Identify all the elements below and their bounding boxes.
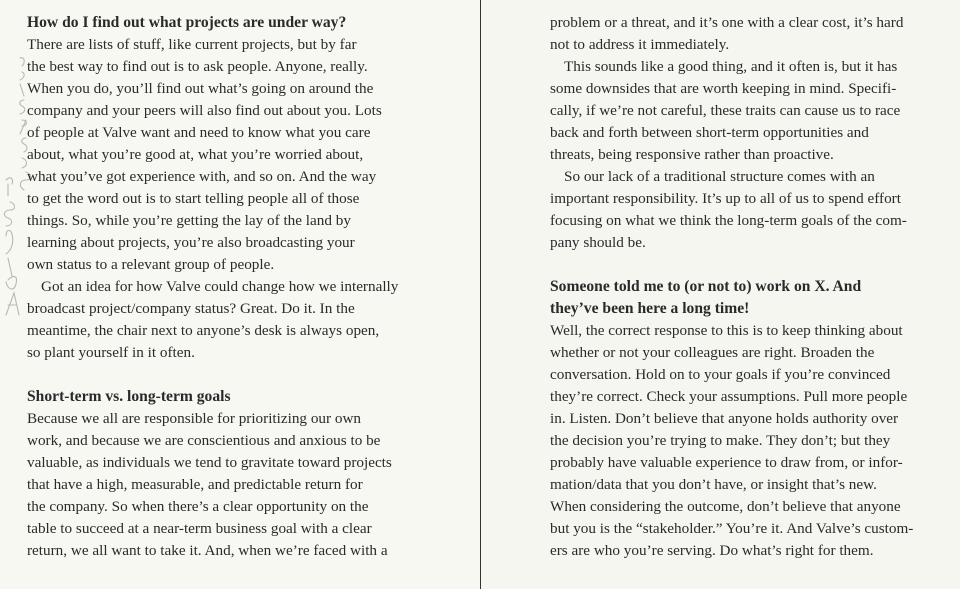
text-line: table to succeed at a near-term business goal with a clear [27, 520, 372, 537]
text-line: valuable, as individuals we tend to gravitate toward projects [27, 454, 392, 471]
text-line: not to address it immediately. [550, 36, 730, 53]
text-line: This sounds like a good thing, and it often is, but it has [564, 58, 898, 75]
left-column [27, 12, 437, 562]
text-line: conversation. Hold on to your goals if you’re convinced [550, 366, 891, 383]
text-line: problem or a threat, and it’s one with a clear cost, it’s hard [550, 14, 904, 31]
text-line: the decision you’re trying to make. They don’t; but they [550, 432, 891, 449]
text-line: things. So, while you’re getting the lay of the land by [27, 212, 351, 229]
text-line: ers are who you’re serving. Do what’s right for them. [550, 542, 874, 559]
section-heading: they’ve been here a long time! [550, 300, 750, 317]
text-line: threats, being responsive rather than proactive. [550, 146, 834, 163]
text-line: what you’ve got experience with, and so on. And the way [27, 168, 377, 185]
text-line: Well, the correct response to this is to keep thinking about [550, 322, 903, 339]
text-line: back and forth between short-term opportunities and [550, 124, 869, 141]
text-line: Because we all are responsible for prioritizing our own [27, 410, 362, 427]
text-line: own status to a relevant group of people. [27, 256, 275, 273]
text-line: in. Listen. Don’t believe that anyone holds authority over [550, 410, 899, 427]
text-line: company and your peers will also find out about you. Lots [27, 102, 382, 119]
section-heading: Someone told me to (or not to) work on X. And [550, 278, 862, 295]
text-line: learning about projects, you’re also broadcasting your [27, 234, 355, 251]
text-line: When you do, you’ll find out what’s going on around the [27, 80, 374, 97]
text-line: important responsibility. It’s up to all of us to spend effort [550, 190, 901, 207]
text-line: the company. So when there’s a clear opportunity on the [27, 498, 369, 515]
text-line: that have a high, measurable, and predictable return for [27, 476, 363, 493]
text-line: the best way to find out is to ask people. Anyone, really. [27, 58, 368, 75]
text-line: So our lack of a traditional structure comes with an [564, 168, 875, 185]
section-heading: How do I find out what projects are under way? [27, 14, 347, 31]
text-line: so plant yourself in it often. [27, 344, 195, 361]
text-line: probably have valuable experience to draw from, or infor- [550, 454, 903, 471]
text-line: There are lists of stuff, like current projects, but by far [27, 36, 357, 53]
text-line: but you is the “stakeholder.” You’re it. And Valve’s custom- [550, 520, 914, 537]
right-column [550, 12, 935, 562]
text-line: to get the word out is to start telling people all of those [27, 190, 360, 207]
text-line: they’re correct. Check your assumptions. Pull more people [550, 388, 908, 405]
text-line: of people at Valve want and need to know what you care [27, 124, 371, 141]
text-line: broadcast project/company status? Great. Do it. In the [27, 300, 355, 317]
text-line: about, what you’re good at, what you’re worried about, [27, 146, 364, 163]
text-line: whether or not your colleagues are right. Broaden the [550, 344, 875, 361]
text-line: meantime, the chair next to anyone’s desk is always open, [27, 322, 380, 339]
text-line: work, and because we are conscientious and anxious to be [27, 432, 381, 449]
text-line: pany should be. [550, 234, 646, 251]
text-line: cally, if we’re not careful, these traits can cause us to race [550, 102, 901, 119]
text-line: some downsides that are worth keeping in mind. Specifi- [550, 80, 897, 97]
text-line: mation/data that you don’t have, or insight that’s new. [550, 476, 877, 493]
text-line: When considering the outcome, don’t believe that anyone [550, 498, 901, 515]
text-line: Got an idea for how Valve could change how we internally [41, 278, 399, 295]
text-line: return, we all want to take it. And, when we’re faced with a [27, 542, 388, 559]
text-line: focusing on what we think the long-term goals of the com- [550, 212, 907, 229]
section-heading: Short-term vs. long-term goals [27, 388, 231, 405]
